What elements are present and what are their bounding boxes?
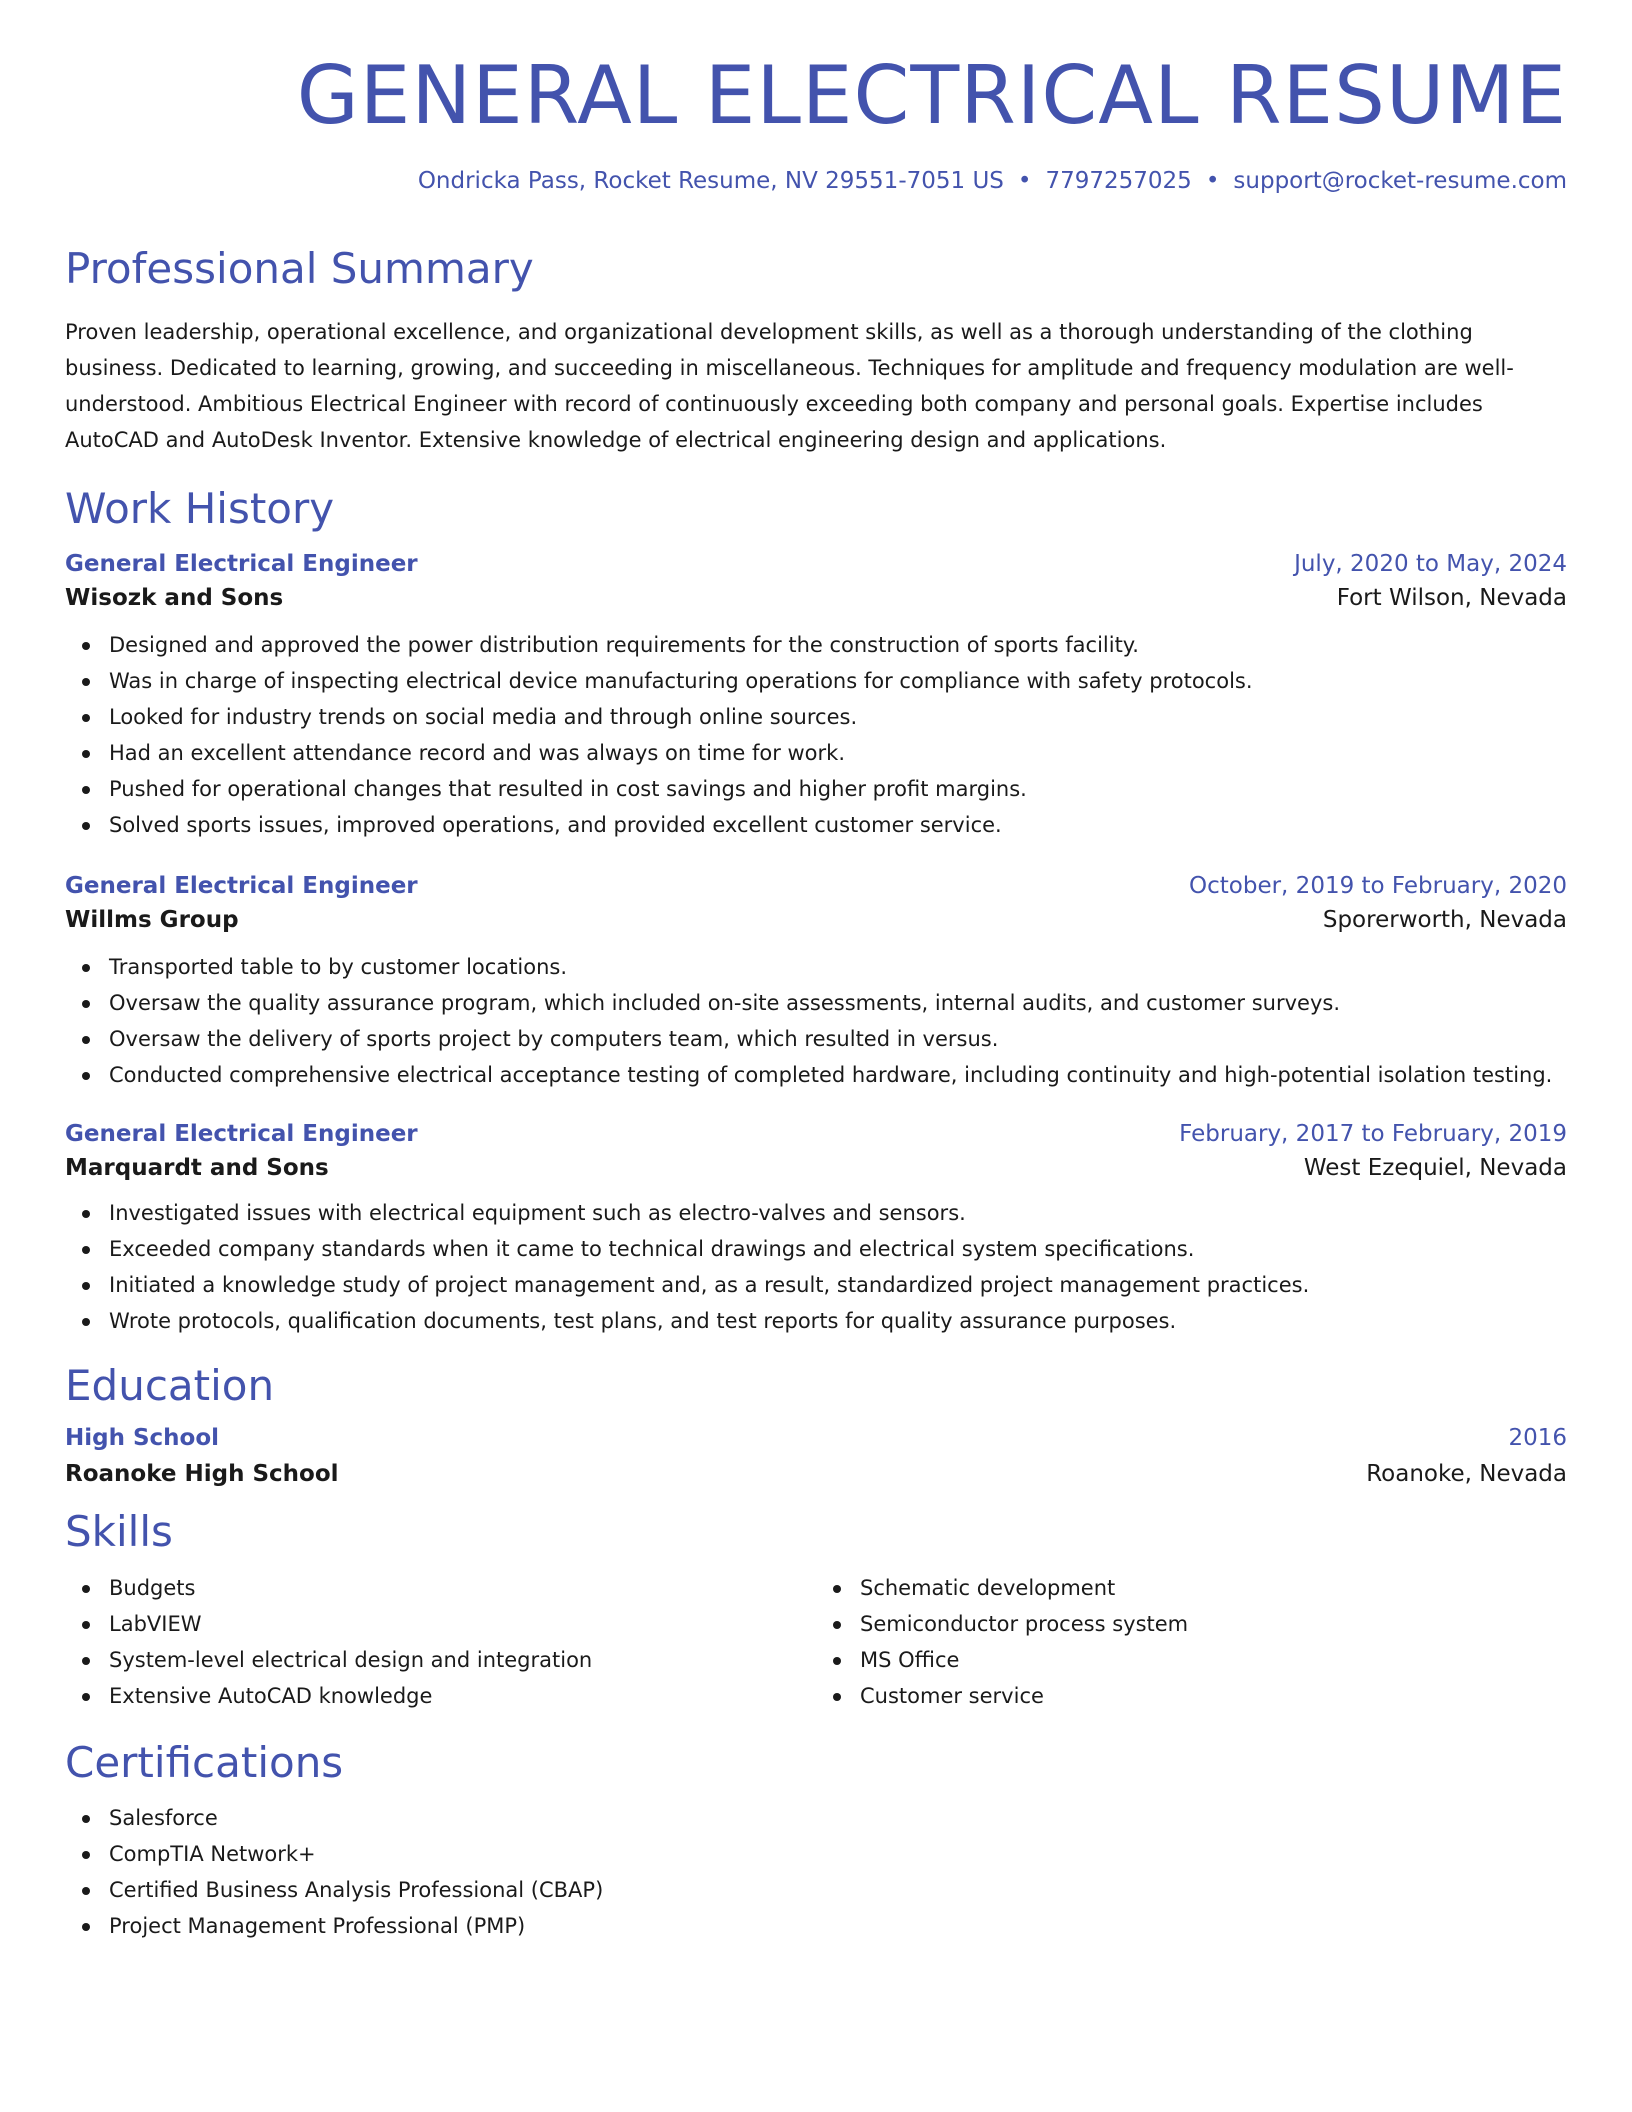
education-degree: High School <box>65 1425 220 1452</box>
skill-item: Schematic development <box>860 1570 1567 1606</box>
education-school: Roanoke High School <box>65 1461 339 1488</box>
skills-column-right <box>816 1570 1567 1714</box>
job-company: Wisozk and Sons <box>65 584 284 611</box>
job-bullets <box>65 949 1567 1093</box>
contact-line <box>65 168 1567 194</box>
skill-item: LabVIEW <box>109 1606 816 1642</box>
contact-phone: 7797257025 <box>1045 168 1192 194</box>
list-item: Had an excellent attendance record and was always on time for work. <box>109 735 1567 771</box>
skill-item: Extensive AutoCAD knowledge <box>109 1678 816 1714</box>
list-item: Exceeded company standards when it came to technical drawings and electrical system specifications. <box>109 1231 1567 1267</box>
skill-item: System-level electrical design and integration <box>109 1642 816 1678</box>
skills-list <box>65 1570 816 1714</box>
job-header <box>65 873 1567 899</box>
job-title: General Electrical Engineer <box>65 872 418 899</box>
job-title: General Electrical Engineer <box>65 1120 418 1147</box>
resume-name: GENERAL ELECTRICAL RESUME <box>296 49 1567 142</box>
list-item: Investigated issues with electrical equipment such as electro-valves and sensors. <box>109 1195 1567 1231</box>
education-header <box>65 1425 1567 1451</box>
skills-column-left <box>65 1570 816 1714</box>
skills-list <box>816 1570 1567 1714</box>
job-company-row <box>65 1155 1567 1181</box>
contact-separator: • <box>1017 168 1032 194</box>
job-company: Willms Group <box>65 906 239 933</box>
certification-item: Salesforce <box>109 1800 1567 1836</box>
contact-address: Ondricka Pass, Rocket Resume, NV 29551-7051 US <box>417 168 1004 194</box>
list-item: Oversaw the quality assurance program, which included on-site assessments, internal audits, and customer surveys. <box>109 985 1567 1021</box>
skill-item: Semiconductor process system <box>860 1606 1567 1642</box>
education-year: 2016 <box>1508 1425 1567 1452</box>
summary-text: Proven leadership, operational excellence, and organizational development skills, as well as a thorough understanding of the clothing business. Dedicated to learning, growing, and succeeding in miscellaneous. Techniques for amplitude and frequency modulation are well-understood. Ambitious Electrical Engineer with record of continuously exceeding both company and personal goals. Expertise includes AutoCAD and AutoDesk Inventor. Extensive knowledge of electrical engineering design and applications. <box>65 320 1514 453</box>
job-entry <box>65 1121 1567 1339</box>
skill-item: MS Office <box>860 1642 1567 1678</box>
certifications-heading: Certifications <box>65 1737 344 1787</box>
list-item: Solved sports issues, improved operations, and provided excellent customer service. <box>109 807 1567 843</box>
contact-email: support@rocket-resume.com <box>1233 168 1567 194</box>
skill-item: Budgets <box>109 1570 816 1606</box>
list-item: Transported table to by customer locations. <box>109 949 1567 985</box>
list-item: Looked for industry trends on social media and through online sources. <box>109 699 1567 735</box>
list-item: Wrote protocols, qualification documents, test plans, and test reports for quality assurance purposes. <box>109 1303 1567 1339</box>
job-entry <box>65 551 1567 843</box>
job-bullets <box>65 1195 1567 1339</box>
list-item: Initiated a knowledge study of project management and, as a result, standardized project management practices. <box>109 1267 1567 1303</box>
list-item: Was in charge of inspecting electrical device manufacturing operations for compliance with safety protocols. <box>109 663 1567 699</box>
job-company: Marquardt and Sons <box>65 1154 329 1181</box>
skill-item: Customer service <box>860 1678 1567 1714</box>
job-company-row <box>65 907 1567 933</box>
job-location: Fort Wilson, Nevada <box>1336 584 1567 611</box>
job-dates: February, 2017 to February, 2019 <box>1179 1120 1567 1147</box>
job-entry <box>65 873 1567 1093</box>
job-company-row <box>65 585 1567 611</box>
job-header <box>65 551 1567 577</box>
list-item: Pushed for operational changes that resulted in cost savings and higher profit margins. <box>109 771 1567 807</box>
job-header <box>65 1121 1567 1147</box>
list-item: Conducted comprehensive electrical acceptance testing of completed hardware, including continuity and high-potential isolation testing. <box>109 1057 1567 1093</box>
skills-grid <box>65 1570 1567 1714</box>
job-location: West Ezequiel, Nevada <box>1303 1154 1567 1181</box>
certification-item: Project Management Professional (PMP) <box>109 1908 1567 1944</box>
list-item: Designed and approved the power distribution requirements for the construction of sports facility. <box>109 627 1567 663</box>
list-item: Oversaw the delivery of sports project by computers team, which resulted in versus. <box>109 1021 1567 1057</box>
education-entry <box>65 1425 1567 1487</box>
job-dates: October, 2019 to February, 2020 <box>1189 872 1567 899</box>
skills-heading: Skills <box>65 1507 173 1557</box>
job-bullets <box>65 627 1567 843</box>
certification-item: CompTIA Network+ <box>109 1836 1567 1872</box>
education-school-row <box>65 1461 1567 1487</box>
job-title: General Electrical Engineer <box>65 550 418 577</box>
certification-item: Certified Business Analysis Professional (CBAP) <box>109 1872 1567 1908</box>
work-history-heading: Work History <box>65 484 335 534</box>
education-heading: Education <box>65 1360 275 1410</box>
certifications-list <box>65 1800 1567 1944</box>
job-dates: July, 2020 to May, 2024 <box>1294 550 1567 577</box>
education-location: Roanoke, Nevada <box>1366 1461 1567 1488</box>
job-location: Sporerworth, Nevada <box>1322 906 1567 933</box>
summary-heading: Professional Summary <box>65 244 534 293</box>
contact-separator: • <box>1205 168 1220 194</box>
